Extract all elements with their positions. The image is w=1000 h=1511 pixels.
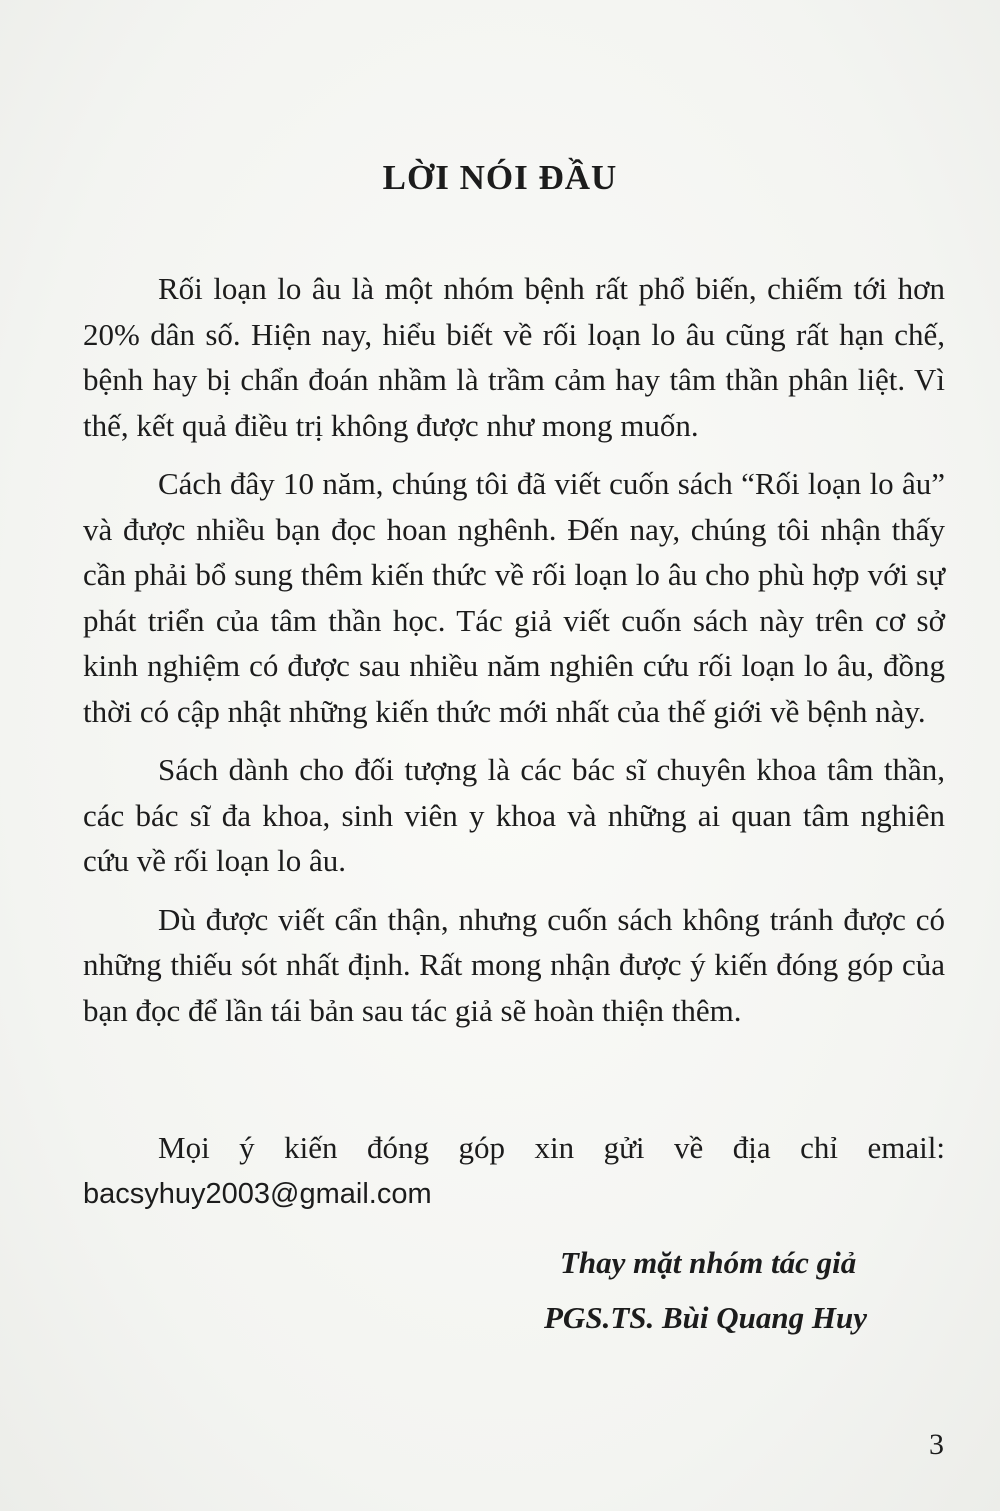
paragraph-2: Cách đây 10 năm, chúng tôi đã viết cuốn sách “Rối loạn lo âu” và được nhiều bạn đọc hoan nghênh. Đến nay, chúng tôi nhận thấy cần phải bổ sung thêm kiến thức về rối loạn lo âu cho phù hợp với sự phát triển của tâm thần học. Tác giả viết cuốn sách này trên cơ sở kinh nghiệm có được sau nhiều năm nghiên cứu rối loạn lo âu, đồng thời có cập nhật những kiến thức mới nhất của thế giới về bệnh này. bbox=[83, 466, 945, 729]
page-title: LỜI NÓI ĐẦU bbox=[382, 158, 618, 197]
signature-name: PGS.TS. Bùi Quang Huy bbox=[544, 1300, 868, 1335]
paragraph-4: Dù được viết cẩn thận, nhưng cuốn sách không tránh được có những thiếu sót nhất định. Rất mong nhận được ý kiến đóng góp của bạn đọc để lần tái bản sau tác giả sẽ hoàn thiện thêm. bbox=[83, 901, 945, 1028]
paragraph-3: Sách dành cho đối tượng là các bác sĩ chuyên khoa tâm thần, các bác sĩ đa khoa, sinh viên y khoa và những ai quan tâm nghiên cứu về rối loạn lo âu. bbox=[83, 752, 945, 878]
contact-text: Mọi ý kiến đóng góp xin gửi về địa chỉ email: bbox=[158, 1130, 945, 1165]
signature-role: Thay mặt nhóm tác giả bbox=[560, 1245, 857, 1280]
contact-email: bacsyhuy2003@gmail.com bbox=[83, 1178, 432, 1210]
paragraph-1: Rối loạn lo âu là một nhóm bệnh rất phổ biến, chiếm tới hơn 20% dân số. Hiện nay, hiểu biết về rối loạn lo âu cũng rất hạn chế, bệnh hay bị chẩn đoán nhầm là trầm cảm hay tâm thần phân liệt. Vì thế, kết quả điều trị không được như mong muốn. bbox=[83, 271, 945, 443]
page-number: 3 bbox=[929, 1428, 944, 1461]
preface-body bbox=[83, 266, 945, 1046]
contact-paragraph bbox=[83, 1125, 945, 1217]
